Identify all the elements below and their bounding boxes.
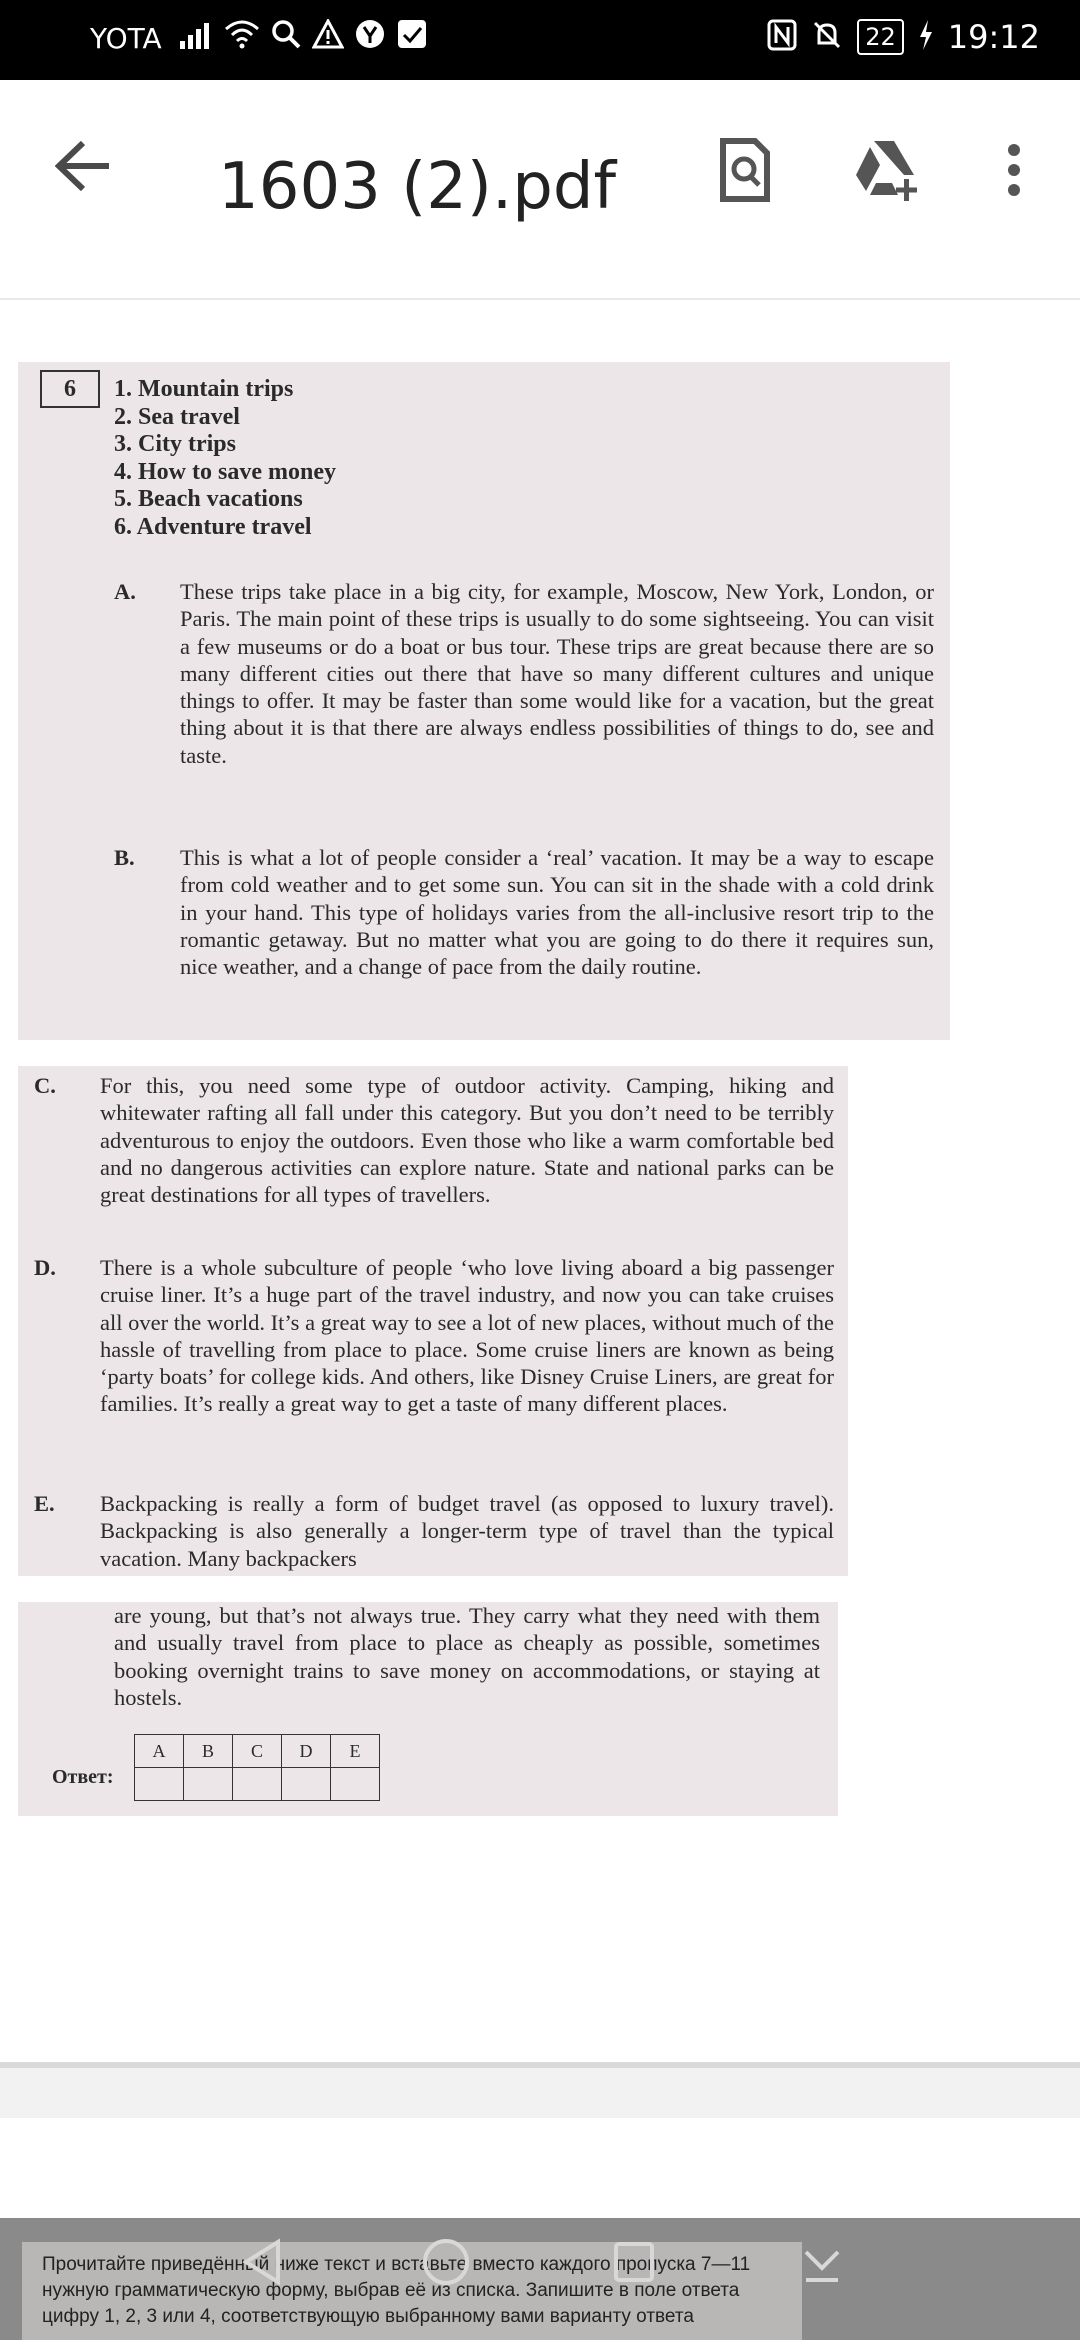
- topic-item: 3. City trips: [114, 431, 236, 457]
- wifi-icon: [224, 19, 260, 60]
- answer-cell: [233, 1768, 282, 1801]
- nav-hide-icon: [800, 2238, 844, 2286]
- more-options-button[interactable]: [974, 130, 1054, 210]
- paragraph-e: [34, 1490, 834, 1572]
- drive-add-icon: [852, 137, 924, 203]
- charging-icon: [918, 20, 934, 54]
- answer-column-header: D: [282, 1735, 331, 1768]
- paragraph-a: [114, 578, 934, 769]
- paragraph-text: This is what a lot of people consider a ‘real’ vacation. It may be a way to escape from cold weather and to get some sun. You can sit in the shade with a cold drink in your hand. This type of holidays varies from the all-inclusive resort trip to the romantic getaway. But no matter what you are going to do there it requires sun, nice weather, and a change of pace from the daily routine.: [180, 845, 934, 980]
- answer-column-header: C: [233, 1735, 282, 1768]
- next-page-text: Прочитайте приведённый ниже текст и вставьте вместо каждого пропуска 7—11 нужную грамматическую форму, выбрав её из списка. Запишите в поле ответа цифру 1, 2, 3 или 4, соответствующую выбранному вами варианту ответа: [42, 2254, 751, 2327]
- add-to-drive-button[interactable]: [848, 130, 928, 210]
- search-icon: [270, 18, 302, 61]
- page-gap: [0, 2068, 1080, 2118]
- topic-item: 6. Adventure travel: [114, 513, 312, 540]
- paragraph-e-continued: [114, 1602, 820, 1711]
- answer-table: [134, 1734, 380, 1801]
- paragraph-letter: D.: [34, 1255, 56, 1280]
- back-button[interactable]: [48, 130, 120, 202]
- scan-fragment-3: [18, 1602, 838, 1816]
- more-vert-icon: [1004, 142, 1024, 198]
- battery-indicator: 22: [857, 19, 904, 55]
- nfc-icon: [767, 19, 797, 55]
- answer-cell: [282, 1768, 331, 1801]
- paragraph-text: are young, but that’s not always true. They carry what they need with them and usually travel from place to place as cheaply as possible, sometimes booking overnight trains to save money on accommodations, or staying at hostels.: [114, 1603, 820, 1710]
- notification-icon: [354, 18, 386, 61]
- paragraph-d: [34, 1254, 834, 1418]
- nav-back-icon: [240, 2238, 284, 2286]
- clock: 19:12: [947, 18, 1040, 56]
- answer-input-row: [135, 1768, 380, 1801]
- paragraph-letter: B.: [114, 845, 135, 870]
- carrier-name: YOTA: [90, 22, 162, 55]
- task-number: 6: [40, 370, 100, 408]
- nav-home-button[interactable]: [416, 2232, 476, 2292]
- paragraph-text: For this, you need some type of outdoor activity. Camping, hiking and whitewater rafting all fall under this category. But you don’t need to be terribly adventurous to enjoy the outdoors. Even those who like a warm comfortable bed and no dangerous activities can explore nature. State and national parks can be great destinations for all types of travellers.: [100, 1073, 834, 1208]
- find-in-document-icon: [717, 137, 773, 203]
- back-arrow-icon: [55, 141, 113, 191]
- topic-item: 2. Sea travel: [114, 403, 240, 430]
- scan-fragment-2: [18, 1066, 848, 1576]
- paragraph-text: There is a whole subculture of people ‘who love living aboard a big passenger cruise liner. It’s a huge part of the travel industry, and now you can take cruises all over the world. It’s a great way to see a lot of new places, without much of the hassle of travelling from place to place. Some cruise liners are known as being ‘party boats’ for college kids. And others, like Disney Cruise Liners, are great for families. It’s really a great way to get a taste of many different places.: [100, 1255, 834, 1417]
- topic-item: 5. Beach vacations: [114, 486, 303, 512]
- answer-column-header: A: [135, 1735, 184, 1768]
- status-bar: [0, 0, 1080, 80]
- signal-icon: [180, 19, 214, 60]
- document-title: 1603 (2).pdf: [218, 150, 616, 224]
- answer-column-header: B: [184, 1735, 233, 1768]
- answer-cell: [184, 1768, 233, 1801]
- paragraph-text: Backpacking is really a form of budget travel (as opposed to luxury travel). Backpacking is also generally a longer-term type of travel than the typical vacation. Many backpackers: [100, 1491, 834, 1571]
- find-in-document-button[interactable]: [705, 130, 785, 210]
- topic-item: 4. How to save money: [114, 458, 336, 485]
- nav-hide-button[interactable]: [792, 2232, 852, 2292]
- next-page-scan: [22, 2242, 802, 2340]
- next-page-preview[interactable]: [0, 2218, 1080, 2340]
- mute-icon: [811, 19, 843, 55]
- topic-item: 1. Mountain trips: [114, 376, 294, 402]
- paragraph-b: [114, 844, 934, 980]
- warning-icon: [312, 19, 344, 60]
- scan-fragment-1: [18, 362, 950, 1040]
- answer-column-header: E: [331, 1735, 380, 1768]
- paragraph-letter: E.: [34, 1491, 55, 1516]
- paragraph-letter: C.: [34, 1073, 56, 1098]
- answer-label: Ответ:: [52, 1766, 114, 1788]
- status-icons-left: [180, 18, 428, 61]
- answer-header-row: [135, 1735, 380, 1768]
- nav-recents-button[interactable]: [604, 2232, 664, 2292]
- nav-home-icon: [421, 2237, 471, 2287]
- nav-back-button[interactable]: [232, 2232, 292, 2292]
- topics-list: [114, 376, 336, 541]
- answer-cell: [135, 1768, 184, 1801]
- paragraph-letter: A.: [114, 579, 136, 604]
- paragraph-c: [34, 1072, 834, 1208]
- answer-cell: [331, 1768, 380, 1801]
- notification-icon: [396, 18, 428, 61]
- status-icons-right: [767, 18, 1040, 56]
- paragraph-text: These trips take place in a big city, for example, Moscow, New York, London, or Paris. The main point of these trips is usually to do some sightseeing. You can visit a few museums or do a boat or bus tour. These trips are great because there are so many different cities out there that have so many different cultures and unique things to offer. It may be faster than some would like for a vacation, but the great thing about it is that there are always endless possibilities of things to do, see and taste.: [180, 579, 934, 768]
- nav-recents-icon: [612, 2240, 656, 2284]
- app-bar: [0, 80, 1080, 301]
